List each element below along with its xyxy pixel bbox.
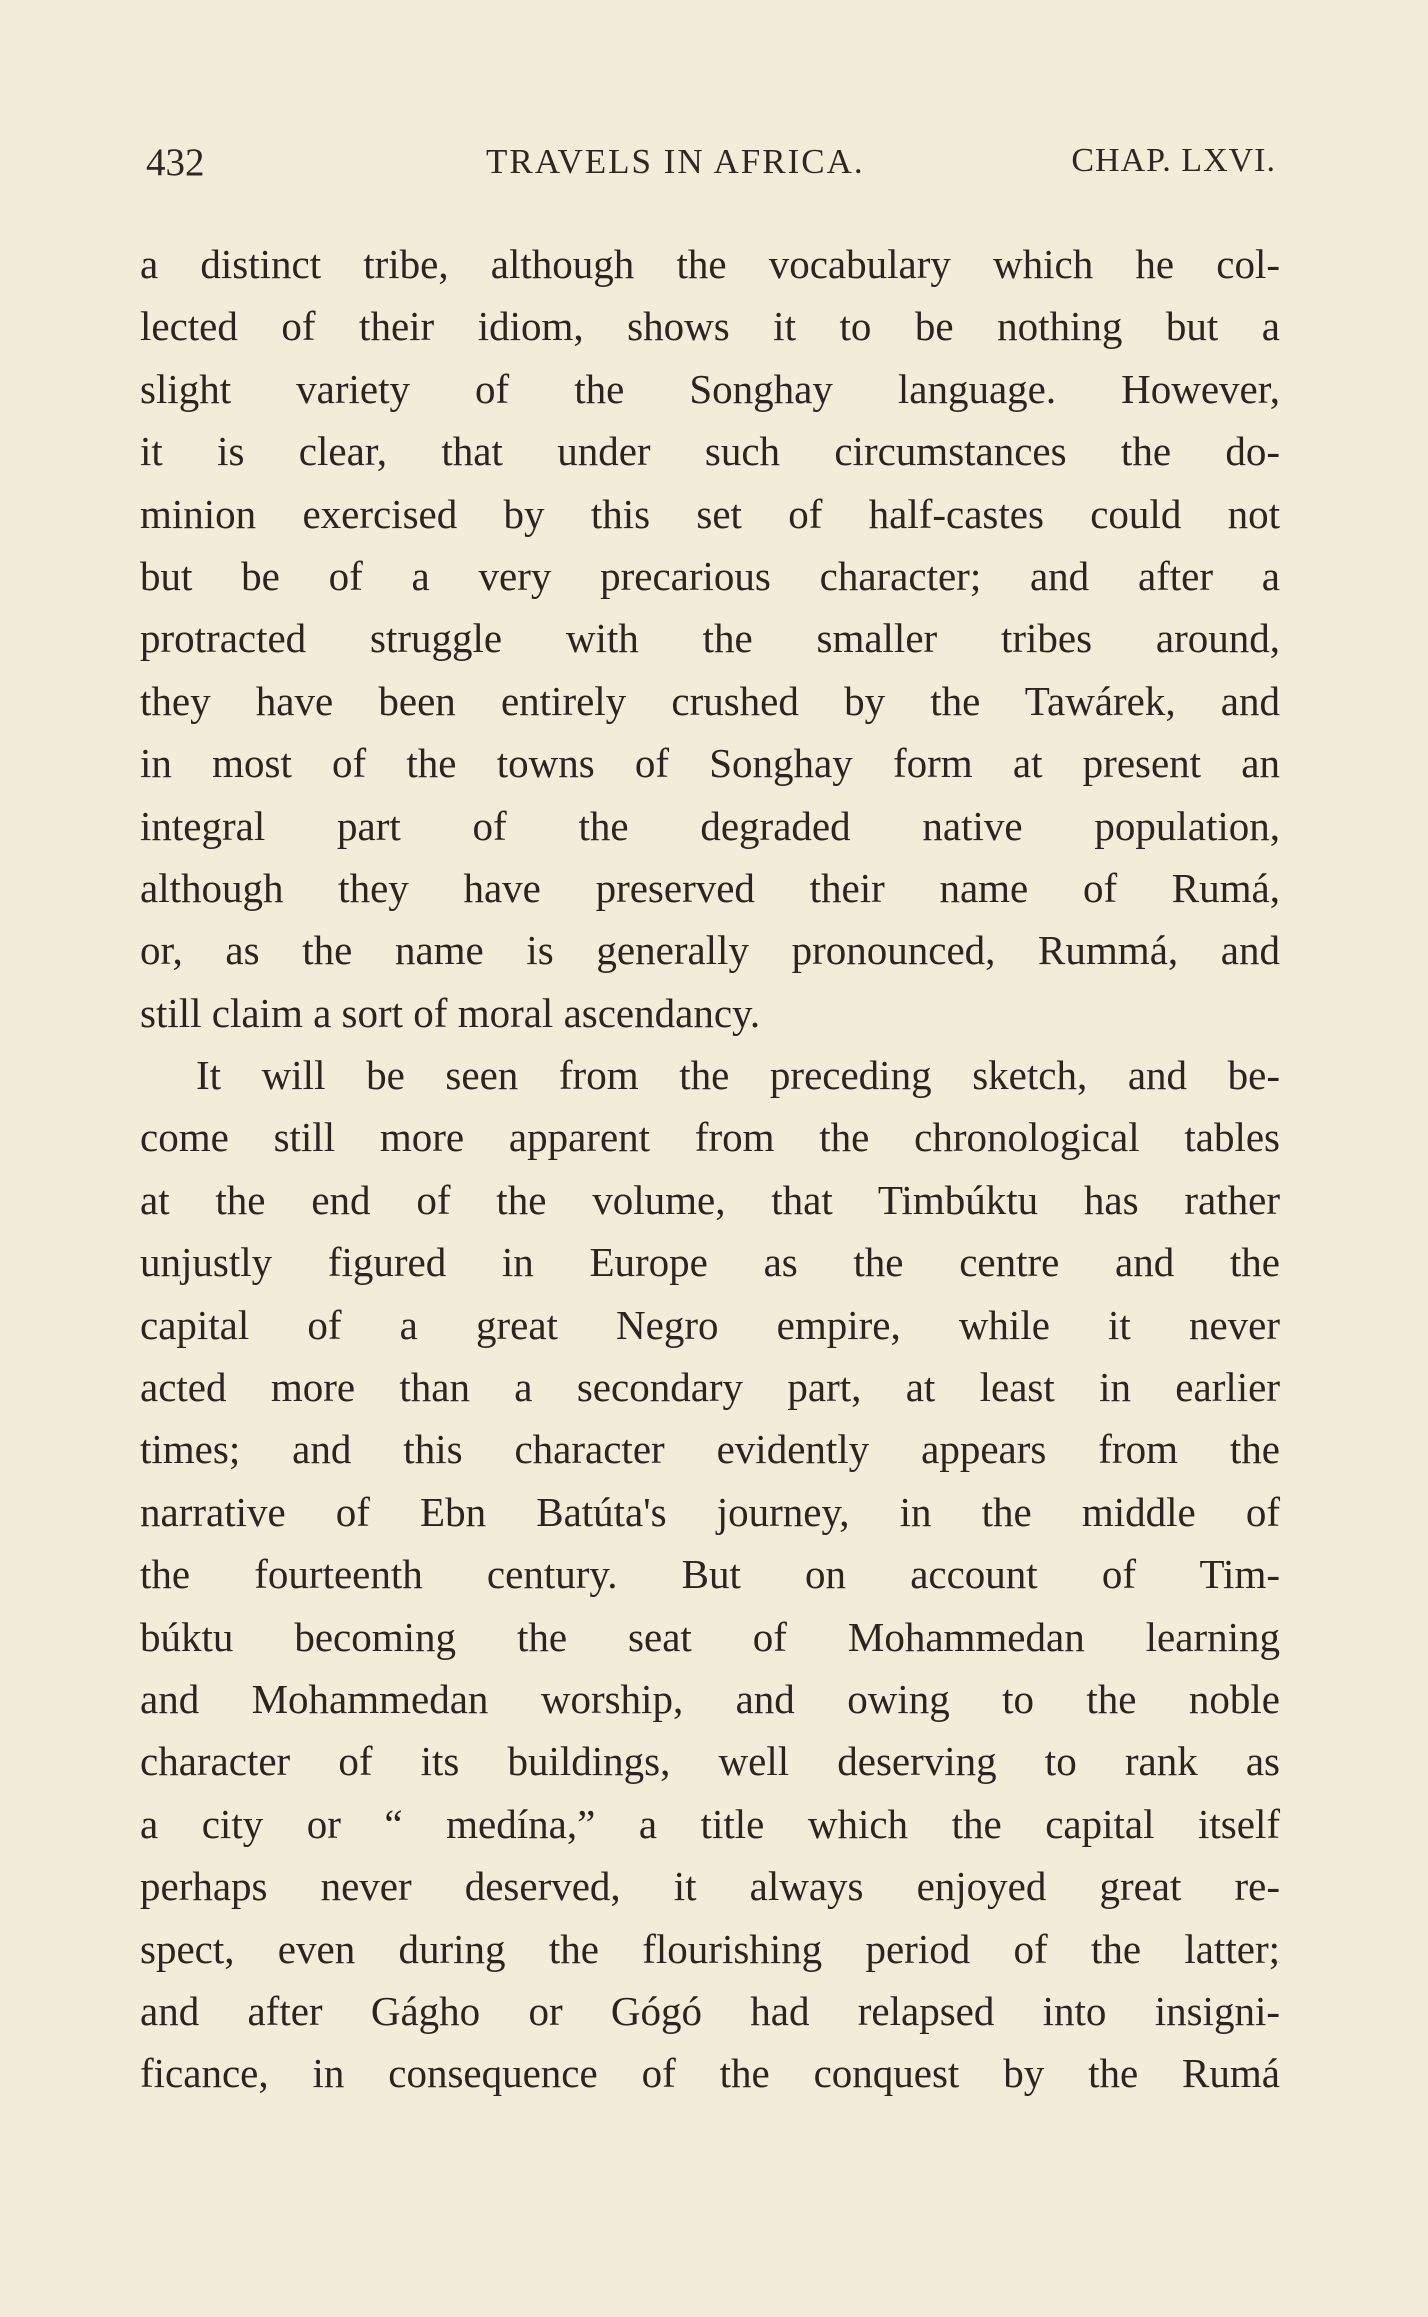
text-line: still claim a sort of moral ascendancy. [140,989,761,1036]
text-line: unjustly figured in Europe as the centre and the [140,1239,1280,1286]
text-line: spect, even during the flourishing period of the latter; [140,1925,1280,1972]
text-line: perhaps never deserved, it always enjoyed great re- [140,1863,1280,1910]
chapter-reference: CHAP. LXVI. [1071,142,1276,179]
body-text [140,233,1280,2105]
text-line: at the end of the volume, that Timbúktu has rather [140,1176,1280,1223]
text-line: character of its buildings, well deserving to rank as [140,1738,1280,1785]
text-line: they have been entirely crushed by the Tawárek, and [140,677,1280,724]
text-line: lected of their idiom, shows it to be nothing but a [140,303,1280,350]
text-line: and after Gágho or Gógó had relapsed into insigni- [140,1987,1280,2034]
running-head [146,140,1276,190]
text-line: acted more than a secondary part, at least in earlier [140,1364,1280,1411]
text-line: protracted struggle with the smaller tribes around, [140,615,1280,662]
text-line: the fourteenth century. But on account of Tim- [140,1551,1280,1598]
text-line: narrative of Ebn Batúta's journey, in the middle of [140,1488,1280,1535]
page-number: 432 [146,141,205,184]
text-line: slight variety of the Songhay language. However, [140,365,1280,412]
text-line: in most of the towns of Songhay form at present an [140,740,1280,787]
text-line: integral part of the degraded native population, [140,802,1280,849]
running-title: TRAVELS IN AFRICA. [486,142,865,181]
text-line: or, as the name is generally pronounced, Rummá, and [140,927,1280,974]
paragraph-2 [140,1044,1280,2105]
text-line: come still more apparent from the chronological tables [140,1114,1280,1161]
paragraph-1 [140,233,1280,1044]
text-line: a city or “ medína,” a title which the capital itself [140,1800,1280,1847]
text-line: it is clear, that under such circumstances the do- [140,428,1280,475]
text-line: búktu becoming the seat of Mohammedan learning [140,1613,1280,1660]
text-line: a distinct tribe, although the vocabulary which he col- [140,241,1280,287]
text-line: and Mohammedan worship, and owing to the noble [140,1675,1280,1722]
text-line: but be of a very precarious character; and after a [140,552,1280,599]
text-line: ficance, in consequence of the conquest by the Rumá [140,2050,1280,2097]
text-line: capital of a great Negro empire, while it never [140,1301,1280,1348]
text-line: although they have preserved their name of Rumá, [140,864,1280,911]
text-line: It will be seen from the preceding sketch, and be- [196,1052,1280,1099]
text-line: minion exercised by this set of half-castes could not [140,490,1280,537]
text-line: times; and this character evidently appears from the [140,1426,1280,1473]
